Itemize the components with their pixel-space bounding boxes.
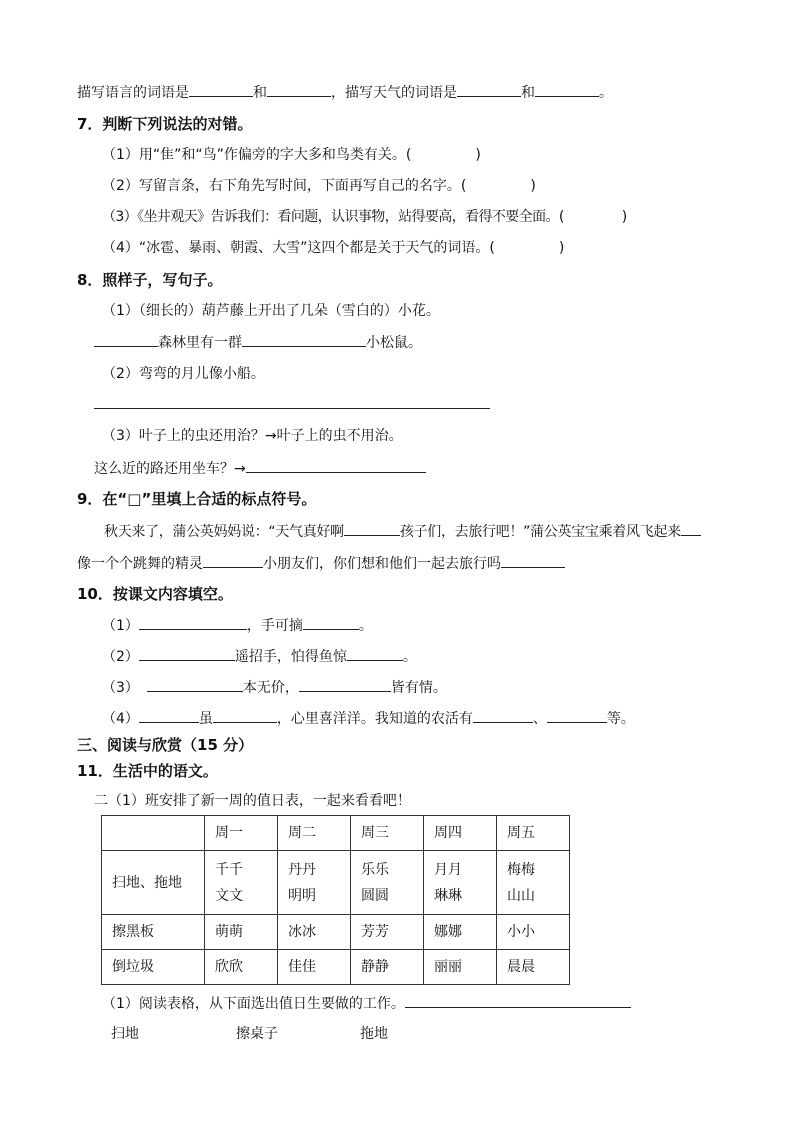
- blank[interactable]: [139, 646, 235, 661]
- fill-line-words: 描写语言的词语是 和 ，描写天气的词语是 和 。: [77, 82, 613, 103]
- blank[interactable]: [299, 677, 391, 692]
- table-header-row: [102, 816, 570, 851]
- table-row: [102, 851, 570, 915]
- judge-item-1: （1）用“隹”和“鸟”作偏旁的字大多和鸟类有关。( ): [102, 147, 481, 163]
- answer-line[interactable]: [94, 408, 490, 409]
- blank[interactable]: [344, 521, 400, 536]
- table-header-cell: 周三: [351, 816, 424, 851]
- blank[interactable]: [681, 521, 701, 536]
- question-11-title: 11．生活中的语文。: [77, 762, 218, 780]
- blank[interactable]: [139, 615, 247, 630]
- blank[interactable]: [457, 82, 521, 97]
- judge-item-3: （3）《坐井观天》告诉我们：看问题，认识事物，站得要高，看得不要全面。( ): [102, 209, 627, 225]
- recite-line-3: （3） 本无价， 皆有情。: [102, 677, 447, 698]
- table-row: [102, 950, 570, 985]
- duty-table: [101, 815, 570, 985]
- blank[interactable]: [501, 553, 565, 568]
- blank[interactable]: [246, 458, 426, 473]
- table-header-cell: 周四: [424, 816, 497, 851]
- table-row-label: 扫地、拖地: [102, 851, 205, 915]
- table-cell: 乐乐 圆圆: [351, 851, 424, 915]
- table-cell: 小小: [497, 915, 570, 950]
- option-sweep: 扫地: [111, 1026, 139, 1042]
- blank[interactable]: [303, 615, 359, 630]
- punctuation-text-2: 像一个个跳舞的精灵 小朋友们，你们想和他们一起去旅行吗: [77, 553, 565, 574]
- example-sentence-1: （1）（细长的）葫芦藤上开出了几朵（雪白的）小花。: [102, 303, 440, 319]
- table-cell: 娜娜: [424, 915, 497, 950]
- section-title: 三、阅读与欣赏（15 分）: [77, 736, 254, 754]
- blank[interactable]: [547, 708, 607, 723]
- blank[interactable]: [267, 82, 331, 97]
- fill-sentence-3: 这么近的路还用坐车？→: [94, 458, 426, 479]
- table-cell: 梅梅 山山: [497, 851, 570, 915]
- blank[interactable]: [405, 993, 631, 1008]
- question-7-title: 7．判断下列说法的对错。: [77, 115, 253, 133]
- table-cell: 丽丽: [424, 950, 497, 985]
- table-header-cell: [102, 816, 205, 851]
- table-cell: 千千 文文: [205, 851, 278, 915]
- table-header-cell: 周五: [497, 816, 570, 851]
- table-row-label: 擦黑板: [102, 915, 205, 950]
- table-row-label: 倒垃圾: [102, 950, 205, 985]
- option-wipe-desk: 擦桌子: [236, 1026, 278, 1042]
- question-9-title: 9．在“□”里填上合适的标点符号。: [77, 490, 317, 508]
- question-8-title: 8．照样子，写句子。: [77, 271, 223, 289]
- table-cell: 欣欣: [205, 950, 278, 985]
- blank[interactable]: [347, 646, 403, 661]
- blank[interactable]: [242, 332, 366, 347]
- table-cell: 月月 琳琳: [424, 851, 497, 915]
- blank[interactable]: [203, 553, 263, 568]
- table-row: [102, 915, 570, 950]
- example-sentence-2: （2）弯弯的月儿像小船。: [102, 366, 265, 382]
- blank[interactable]: [535, 82, 599, 97]
- recite-line-2: （2） 遥招手，怕得鱼惊 。: [102, 646, 417, 667]
- table-cell: 静静: [351, 950, 424, 985]
- blank[interactable]: [213, 708, 277, 723]
- punctuation-text-1: 秋天来了，蒲公英妈妈说：“天气真好啊 孩子们，去旅行吧！”蒲公英宝宝乘着风飞起来: [104, 521, 701, 542]
- table-header-cell: 周二: [278, 816, 351, 851]
- table-cell: 晨晨: [497, 950, 570, 985]
- table-cell: 丹丹 明明: [278, 851, 351, 915]
- table-cell: 佳佳: [278, 950, 351, 985]
- option-mop: 拖地: [360, 1026, 388, 1042]
- table-header-cell: 周一: [205, 816, 278, 851]
- blank[interactable]: [473, 708, 533, 723]
- judge-item-4: （4）“冰雹、暴雨、朝霞、大雪”这四个都是关于天气的词语。( ): [102, 240, 565, 256]
- table-cell: 冰冰: [278, 915, 351, 950]
- blank[interactable]: [189, 82, 253, 97]
- example-sentence-3: （3）叶子上的虫还用治？→叶子上的虫不用治。: [102, 428, 403, 444]
- recite-line-1: （1） ，手可摘 。: [102, 615, 373, 636]
- table-cell: 萌萌: [205, 915, 278, 950]
- question-11-intro: 二（1）班安排了新一周的值日表，一起来看看吧！: [94, 793, 411, 809]
- table-cell: 芳芳: [351, 915, 424, 950]
- sub-question-1: （1）阅读表格，从下面选出值日生要做的工作。: [102, 993, 631, 1014]
- question-10-title: 10．按课文内容填空。: [77, 585, 233, 603]
- blank[interactable]: [139, 708, 199, 723]
- blank[interactable]: [147, 677, 243, 692]
- blank[interactable]: [94, 332, 158, 347]
- judge-item-2: （2）写留言条，右下角先写时间，下面再写自己的名字。( ): [102, 178, 536, 194]
- fill-sentence-1: 森林里有一群 小松鼠。: [94, 332, 422, 353]
- recite-line-4: （4） 虽 ，心里喜洋洋。我知道的农活有 、 等。: [102, 708, 635, 729]
